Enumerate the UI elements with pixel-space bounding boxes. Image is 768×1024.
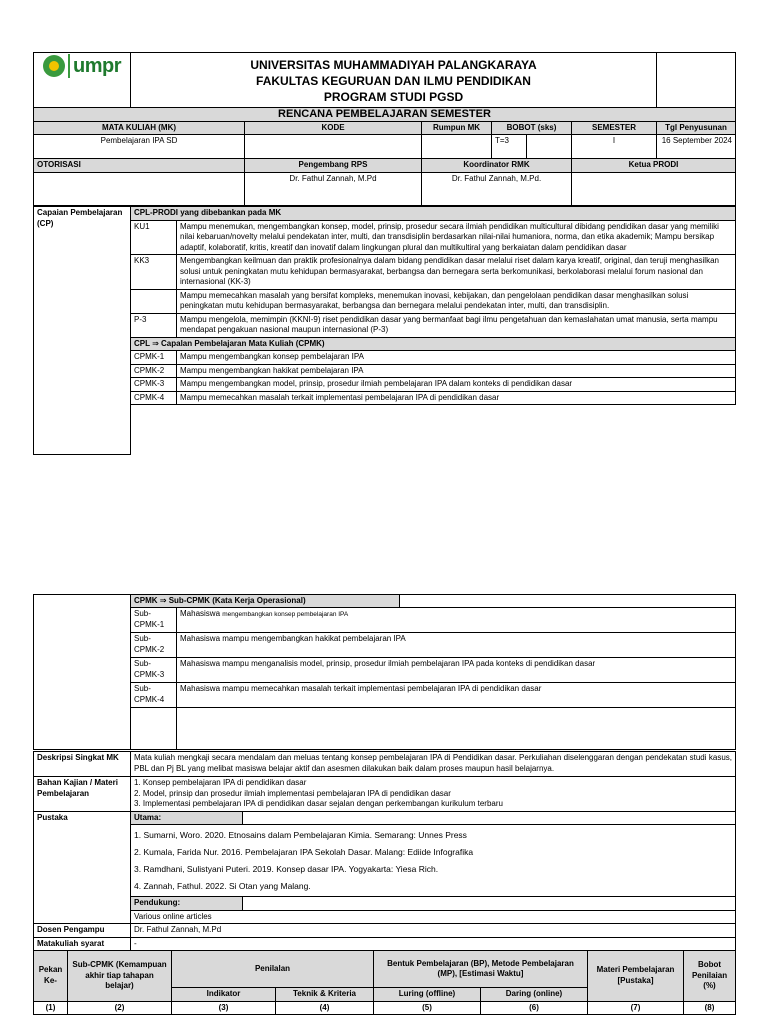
rumpun-header: Rumpun MK	[422, 121, 492, 135]
otorisasi-label: OTORISASI	[34, 159, 245, 173]
deskripsi-text: Mata kuliah mengkaji secara mendalam dan meluas tentang konsep pembelajaran IPA di Pendidikan dasar. Perkuliahan diselenggaran dengan pendekatan studi kasus, PBL dan Pj BL yang melibat masiswa belajar aktif dan asesmen dilakukan baik dalam proses maupun hasil belajarnya.	[131, 752, 736, 777]
col-number: (7)	[588, 1001, 684, 1015]
col-number: (8)	[684, 1001, 736, 1015]
pustaka-label: Pustaka	[34, 811, 131, 924]
cpmk-code: CPMK-3	[131, 378, 177, 392]
cpl-header: CPL-PRODI yang dibebankan pada MK	[131, 207, 736, 221]
indikator-header: Indikator	[172, 988, 276, 1002]
col-number: (1)	[34, 1001, 68, 1015]
cpl-text: Mengembangkan keilmuan dan praktik profesionalnya dalam bidang pendidikan dasar melalui riset dalam karya kreatif, original, dan teruji menghasilkan solusi untuk peningkatan mutu kehidupan bermasyarakat, berbangsa dan bernegara serta berkomunikasi, berkolaborasi melalui forum nasional dan internasional (KK-3)	[177, 255, 736, 290]
syarat-value: -	[131, 937, 736, 951]
pendukung-text: Various online articles	[131, 910, 736, 924]
bahan-item: 1. Konsep pembelajaran IPA di pendidikan dasar	[134, 778, 307, 787]
cp-label: Capaian Pembelajaran (CP)	[34, 207, 131, 455]
deskripsi-label: Deskripsi Singkat MK	[34, 752, 131, 777]
cpmk-text: Mampu mengembangkan hakikat pembelajaran IPA	[177, 364, 736, 378]
subcpmk-header: CPMK ⇒ Sub-CPMK (Kata Kerja Operasional)	[131, 595, 400, 607]
mk-header: MATA KULIAH (MK)	[34, 121, 245, 135]
title-cell	[131, 53, 657, 108]
cpmk-text: Mampu memecahkan masalah terkait implementasi pembelajaran IPA di pendidikan dasar	[177, 391, 736, 405]
tgl-header: Tgl Penyusunan	[657, 121, 736, 135]
cpl-code: KU1	[131, 220, 177, 255]
utama-label: Utama:	[131, 811, 243, 825]
subcpmk-text: Mahasiswa mampu menganalisis model, prinsip, prosedur ilmiah pembelajaran IPA pada konteks di pendidikan dasar	[177, 658, 736, 683]
koordinator-name: Dr. Fathul Zannah, M.Pd.	[422, 172, 572, 205]
logo-emblem-icon	[43, 55, 65, 77]
koordinator-header: Koordinator RMK	[422, 159, 572, 173]
bobot-col-header: Bobot Penilaian (%)	[684, 951, 736, 1002]
university-logo	[37, 54, 127, 78]
teknik-header: Teknik & Kriteria	[276, 988, 374, 1002]
kaprodi-name	[572, 172, 736, 205]
cpmk-text: Mampu mengembangkan model, prinsip, prosedur ilmiah pembelajaran IPA dalam konteks di pendidikan dasar	[177, 378, 736, 392]
col-number: (2)	[68, 1001, 172, 1015]
subcpmk-code: Sub-CPMK-1	[131, 608, 177, 633]
bahan-item: 2. Model, prinsip dan prosedur ilmiah implementasi pembelajaran IPA di pendidikan dasar	[134, 788, 451, 798]
cpl-text: Mampu menemukan, mengembangkan konsep, model, prinsip, prosedur secara ilmiah pendidikan multicultural dibidang pendidikan dasar yang memiliki nilai kebaruan/novelty melalui pendekatan inter, multi, dan transdisiplin berdasarkan nilai-nilai humaniora, norma, dan etika akademik; Mampu bersikap adaptif, kolaboratif, kritis, kreatif dan inovatif dalam lingkungan plural dan multikultiral yang berkaiatan dalam pendidikan dasar	[177, 220, 736, 255]
course-semester: I	[572, 135, 657, 159]
bahan-label: Bahan Kajian / Materi Pembelajaran	[34, 777, 131, 812]
cpmk-code: CPMK-4	[131, 391, 177, 405]
subcpmk-code: Sub-CPMK-3	[131, 658, 177, 683]
dosen-name: Dr. Fathul Zannah, M.Pd	[131, 924, 736, 938]
course-tgl: 16 September 2024	[657, 135, 736, 159]
col-number: (4)	[276, 1001, 374, 1015]
bentuk-header: Bentuk Pembelajaran (BP), Metode Pembelajaran (MP), [Estimasi Waktu]	[374, 951, 588, 988]
col-number: (6)	[481, 1001, 588, 1015]
pengembang-header: Pengembang RPS	[245, 159, 422, 173]
cpl-text: Mampu mengelola, memimpin (KKNI-9) riset pendidikan dasar yang bermanfaat bagi ilmu pengetahuan dan kemaslahatan umat manusia, serta mampu mendapat pengakuan nasional maupun internasional (P-3)	[177, 313, 736, 337]
bahan-item: 3. Implementasi pembelajaran IPA di pendidikan dasar sejalan dengan perkembangan kurikulum terbaru	[134, 799, 503, 808]
course-name: Pembelajaran IPA SD	[34, 135, 245, 159]
subcpmk-col-header: Sub-CPMK (Kemampuan akhir tiap tahapan belajar)	[68, 951, 172, 1002]
kaprodi-header: Ketua PRODI	[572, 159, 736, 173]
course-kode	[245, 135, 422, 159]
doc-title: RENCANA PEMBELAJARAN SEMESTER	[34, 108, 736, 122]
logo-wordmark: umpr	[73, 54, 121, 77]
logo-cell	[34, 53, 131, 108]
cpmk-text: Mampu mengembangkan konsep pembelajaran IPA	[177, 351, 736, 365]
syarat-label: Matakuliah syarat	[34, 937, 131, 951]
daring-header: Daring (online)	[481, 988, 588, 1002]
col-number: (3)	[172, 1001, 276, 1015]
pustaka-item: 4. Zannah, Fathul. 2022. Si Otan yang Malang.	[134, 881, 311, 891]
cpmk-code: CPMK-2	[131, 364, 177, 378]
cpl-code	[131, 289, 177, 313]
subcpmk-text: Mahasiswa mampu mengembangkan hakikat pembelajaran IPA	[177, 633, 736, 658]
cpl-text: Mampu memecahkan masalah yang bersifat kompleks, menemukan inovasi, kebijakan, dan pengelolaan pendidikan dasar menghasilkan solusi peningkatan mutu kehidupan bermasyarakat, berbangsa dan bernegara melalui pendekatan inter, multi, dan transdisiplin.	[177, 289, 736, 313]
cpl-code: KK3	[131, 255, 177, 290]
subcpmk-table	[33, 594, 736, 750]
weekly-plan-header	[33, 950, 736, 1015]
semester-header: SEMESTER	[572, 121, 657, 135]
dosen-label: Dosen Pengampu	[34, 924, 131, 938]
pengembang-name: Dr. Fathul Zannah, M.Pd	[245, 172, 422, 205]
cp-table	[33, 206, 736, 455]
pustaka-item: 1. Sumarni, Woro. 2020. Etnosains dalam Pembelajaran Kimia. Semarang: Unnes Press	[134, 830, 467, 840]
pendukung-label: Pendukung:	[131, 897, 243, 911]
subcpmk-text: mengembangkan konsep pembelajaran IPA	[222, 611, 349, 618]
pekan-header: Pekan Ke-	[34, 951, 68, 1002]
cpmk-code: CPMK-1	[131, 351, 177, 365]
penilaian-header: Penilalan	[172, 951, 374, 988]
subcpmk-code: Sub-CPMK-2	[131, 633, 177, 658]
subcpmk-code: Sub-CPMK-4	[131, 683, 177, 708]
pustaka-item: 2. Kumala, Farida Nur. 2016. Pembelajaran IPA Sekolah Dasar. Malang: Ediide Infografika	[134, 847, 474, 857]
pustaka-item: 3. Ramdhani, Sulistyani Puteri. 2019. Konsep dasar IPA. Yogyakarta: Yiesa Rich.	[134, 864, 439, 874]
col-number: (5)	[374, 1001, 481, 1015]
course-bobot: T=3	[492, 135, 527, 159]
cpl-code: P-3	[131, 313, 177, 337]
cpmk-header: CPL ⇒ Capalan Pembelajaran Mata Kuliah (CPMK)	[131, 337, 736, 351]
course-rumpun	[422, 135, 492, 159]
kode-header: KODE	[245, 121, 422, 135]
mk-detail-table	[33, 751, 736, 951]
luring-header: Luring (offline)	[374, 988, 481, 1002]
program-name: PROGRAM STUDI PGSD	[323, 90, 464, 104]
rps-header-table	[33, 52, 736, 206]
subcpmk-text: Mahasiswa mampu memecahkan masalah terkait implementasi pembelajaran IPA di pendidikan dasar	[177, 683, 736, 708]
materi-header: Materi Pembelajaran [Pustaka]	[588, 951, 684, 1002]
bobot-header: BOBOT (sks)	[492, 121, 572, 135]
faculty-name: FAKULTAS KEGURUAN DAN ILMU PENDIDIKAN	[256, 74, 531, 88]
subcpmk-lead: Mahasiswa	[180, 609, 221, 618]
university-name: UNIVERSITAS MUHAMMADIYAH PALANGKARAYA	[250, 58, 537, 72]
